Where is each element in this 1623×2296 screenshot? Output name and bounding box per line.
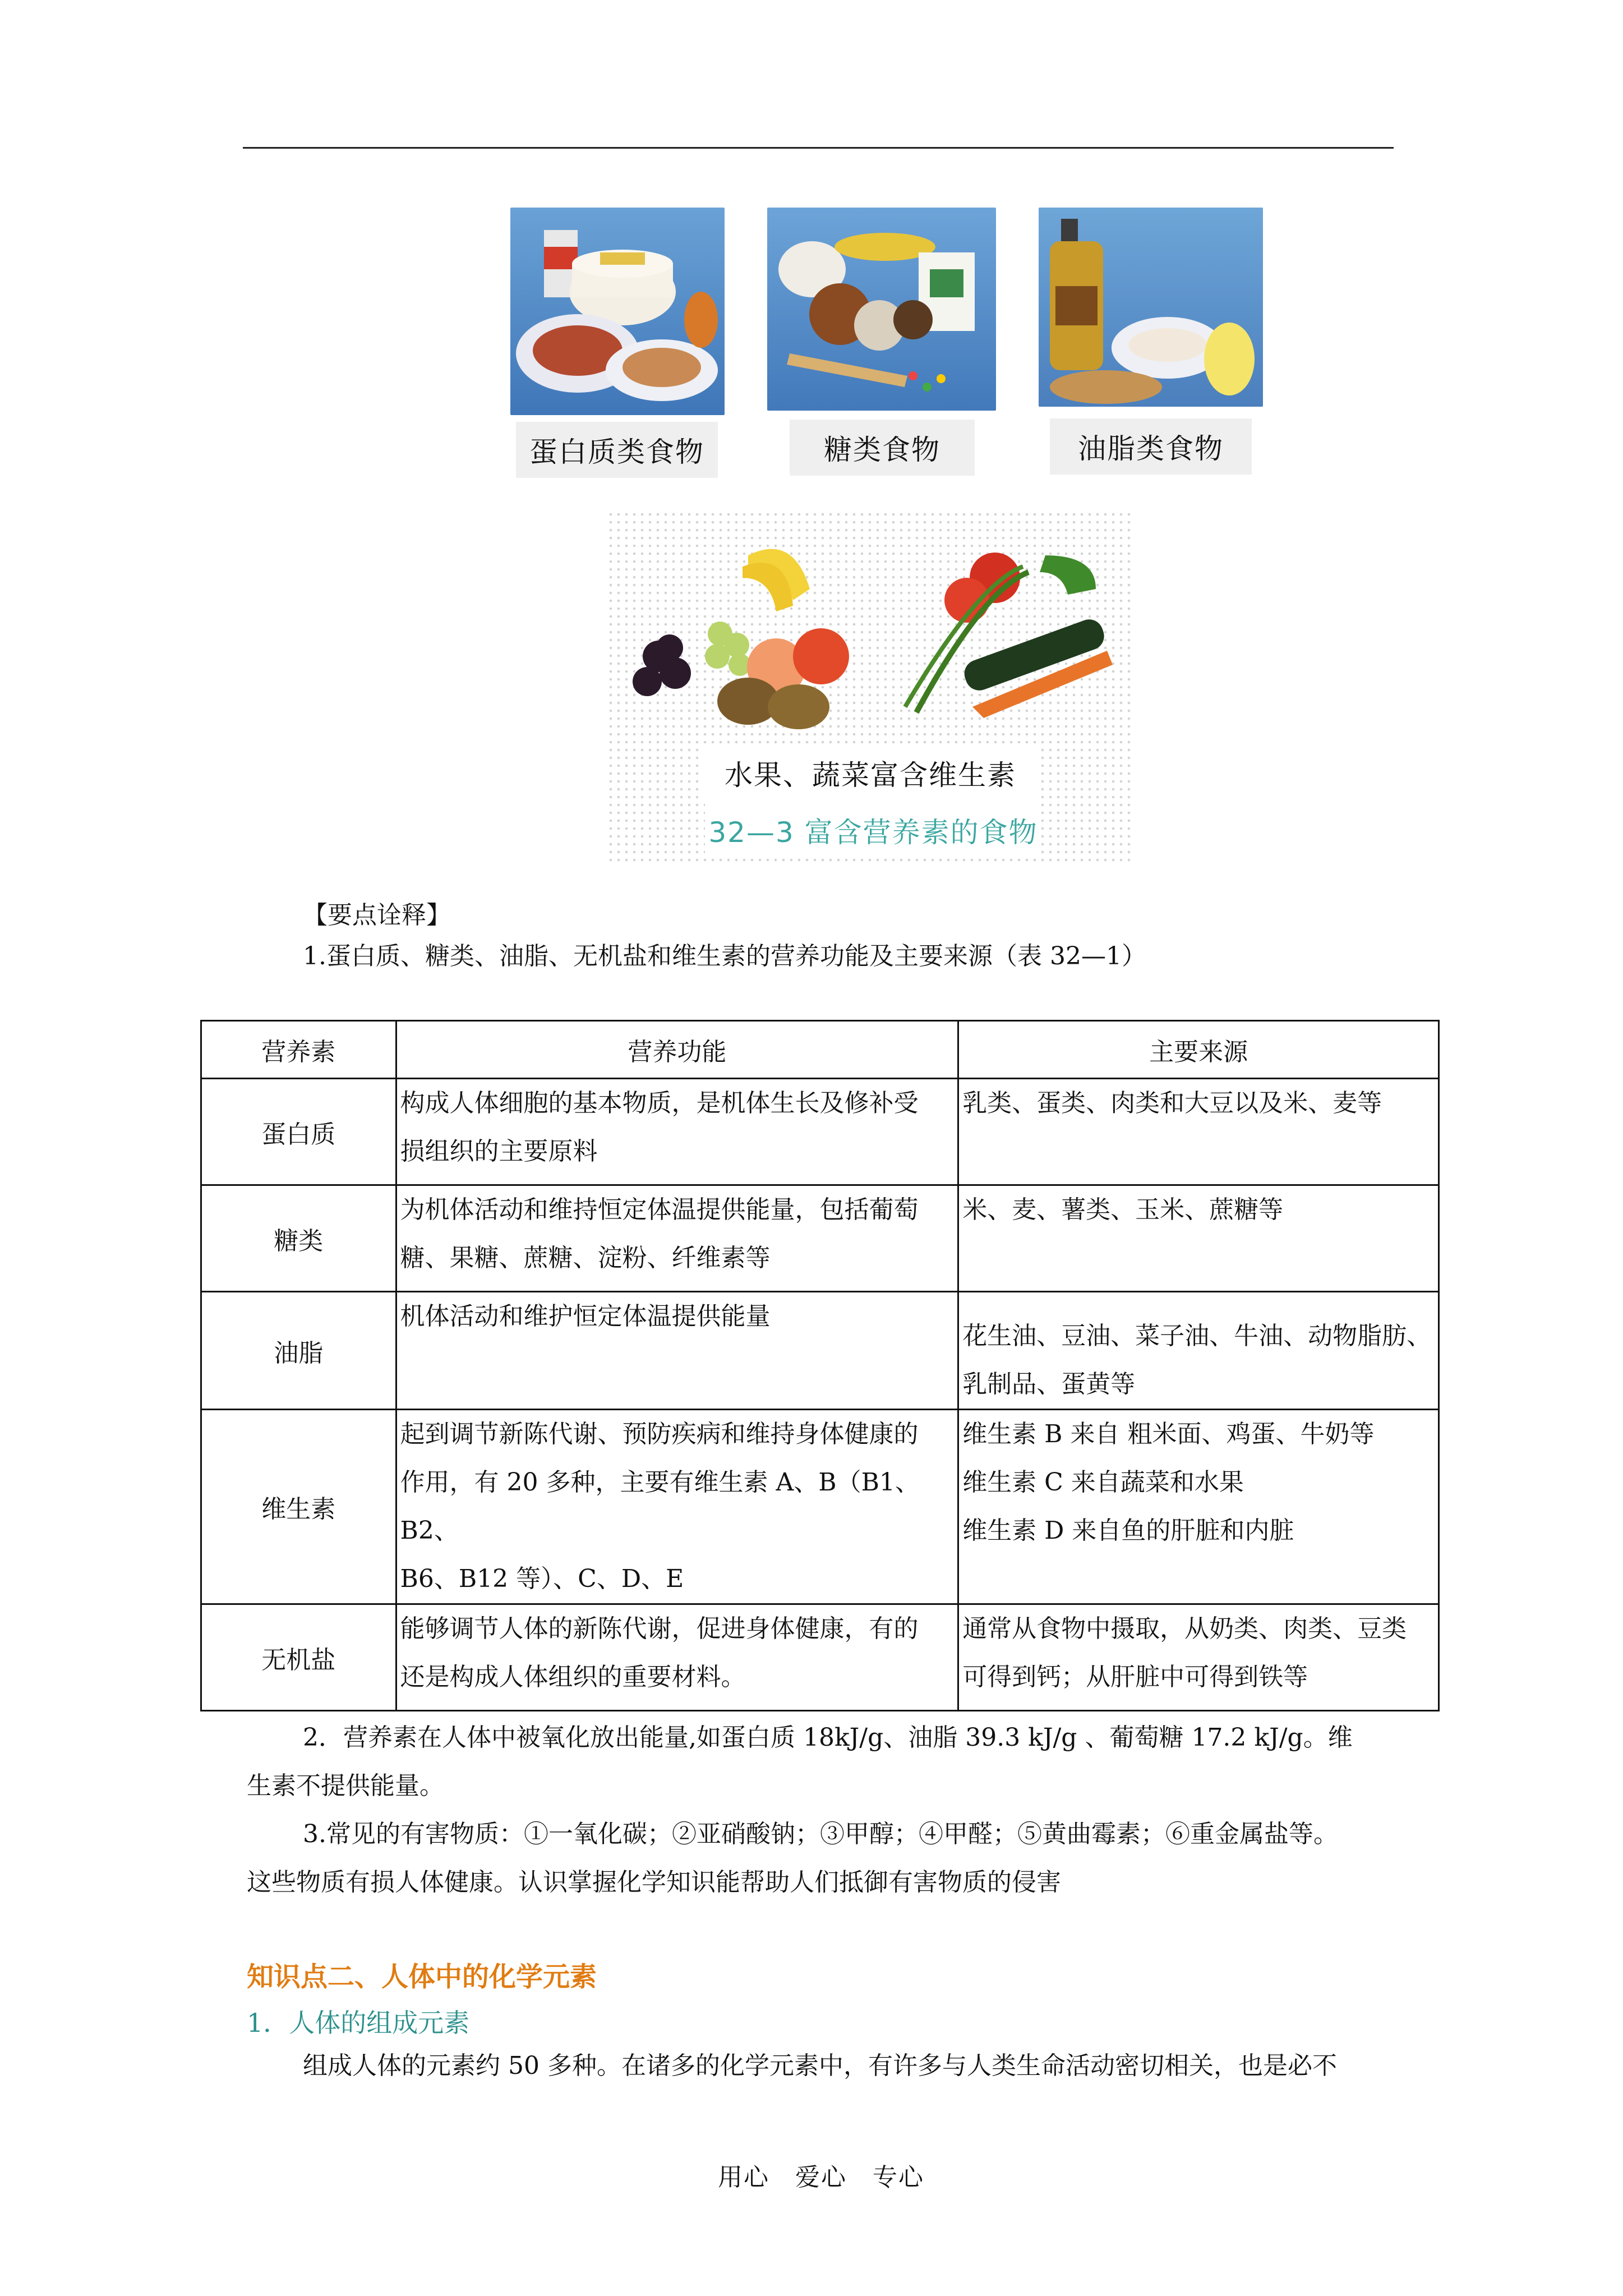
page-footer: 用心 爱心 专心: [718, 2163, 924, 2192]
sugar-figure: [767, 208, 996, 482]
table-header-row: [201, 1021, 1439, 1079]
header-rule: [243, 147, 1394, 149]
fruit-vegetable-photo: [608, 522, 1133, 732]
table-header: 营养素: [201, 1021, 396, 1079]
table-row: [201, 1604, 1439, 1711]
nutrient-name: 蛋白质: [201, 1079, 396, 1185]
key-points-heading: 【要点诠释】: [303, 901, 451, 930]
section-2-subtitle: 1．人体的组成元素: [247, 2008, 470, 2038]
nutrient-source: 花生油、豆油、菜子油、牛油、动物脂肪、 乳制品、蛋黄等: [958, 1292, 1439, 1410]
nutrient-name: 无机盐: [201, 1604, 396, 1711]
section-2-title: 知识点二、人体中的化学元素: [247, 1961, 597, 1993]
nutrient-function: 起到调节新陈代谢、预防疾病和维持身体健康的 作用，有 20 多种，主要有维生素 A、B（B1、B2、 B6、B12 等）、C、D、E: [396, 1410, 958, 1604]
paragraph-3-line-1: 3.常见的有害物质：①一氧化碳；②亚硝酸钠；③甲醇；④甲醛；⑤黄曲霉素；⑥重金属盐等。: [303, 1820, 1338, 1848]
paragraph-2-line-2: 生素不提供能量。: [247, 1772, 444, 1800]
fat-foods-photo: [1039, 208, 1263, 407]
nutrient-function: 为机体活动和维持恒定体温提供能量，包括葡萄 糖、果糖、蔗糖、淀粉、纤维素等: [396, 1185, 958, 1292]
figure-title: 32—3 富含营养素的食物: [705, 802, 1041, 858]
fruit-vegetable-caption: 水果、蔬菜富含维生素: [702, 745, 1039, 801]
sugar-caption: 糖类食物: [790, 420, 975, 476]
table-row: [201, 1410, 1439, 1604]
nutrient-function: 构成人体细胞的基本物质，是机体生长及修补受 损组织的主要原料: [396, 1079, 958, 1185]
nutrient-source: 乳类、蛋类、肉类和大豆以及米、麦等: [958, 1079, 1439, 1185]
nutrient-function: 能够调节人体的新陈代谢，促进身体健康，有的 还是构成人体组织的重要材料。: [396, 1604, 958, 1711]
fruit-vegetable-figure: [607, 510, 1134, 864]
paragraph-3-line-2: 这些物质有损人体健康。认识掌握化学知识能帮助人们抵御有害物质的侵害: [247, 1868, 1061, 1897]
table-row: [201, 1292, 1439, 1410]
nutrient-name: 油脂: [201, 1292, 396, 1410]
nutrition-table: [200, 1020, 1440, 1711]
section-2-text: 组成人体的元素约 50 多种。在诸多的化学元素中，有许多与人类生命活动密切相关，也是必不: [303, 2051, 1337, 2080]
nutrient-function: 机体活动和维护恒定体温提供能量: [396, 1292, 958, 1410]
table-header: 营养功能: [396, 1021, 958, 1079]
table-row: [201, 1079, 1439, 1185]
nutrient-name: 维生素: [201, 1410, 396, 1604]
key-point-1: 1.蛋白质、糖类、油脂、无机盐和维生素的营养功能及主要来源（表 32—1）: [303, 942, 1146, 970]
table-row: [201, 1185, 1439, 1292]
nutrient-source: 通常从食物中摄取，从奶类、肉类、豆类 可得到钙；从肝脏中可得到铁等: [958, 1604, 1439, 1711]
nutrient-source: 米、麦、薯类、玉米、蔗糖等: [958, 1185, 1439, 1292]
fat-caption: 油脂类食物: [1050, 418, 1252, 475]
table-header: 主要来源: [958, 1021, 1439, 1079]
protein-caption: 蛋白质类食物: [516, 422, 718, 478]
fat-figure: [1039, 208, 1263, 482]
protein-foods-photo: [510, 208, 725, 415]
protein-figure: [510, 208, 725, 482]
nutrient-name: 糖类: [201, 1185, 396, 1292]
nutrient-source: 维生素 B 来自 粗米面、鸡蛋、牛奶等 维生素 C 来自蔬菜和水果 维生素 D 来自鱼的肝脏和内脏: [958, 1410, 1439, 1604]
paragraph-2-line-1: 2．营养素在人体中被氧化放出能量,如蛋白质 18kJ/g、油脂 39.3 kJ/g 、葡萄糖 17.2 kJ/g。维: [303, 1723, 1353, 1752]
sugar-foods-photo: [767, 208, 996, 411]
